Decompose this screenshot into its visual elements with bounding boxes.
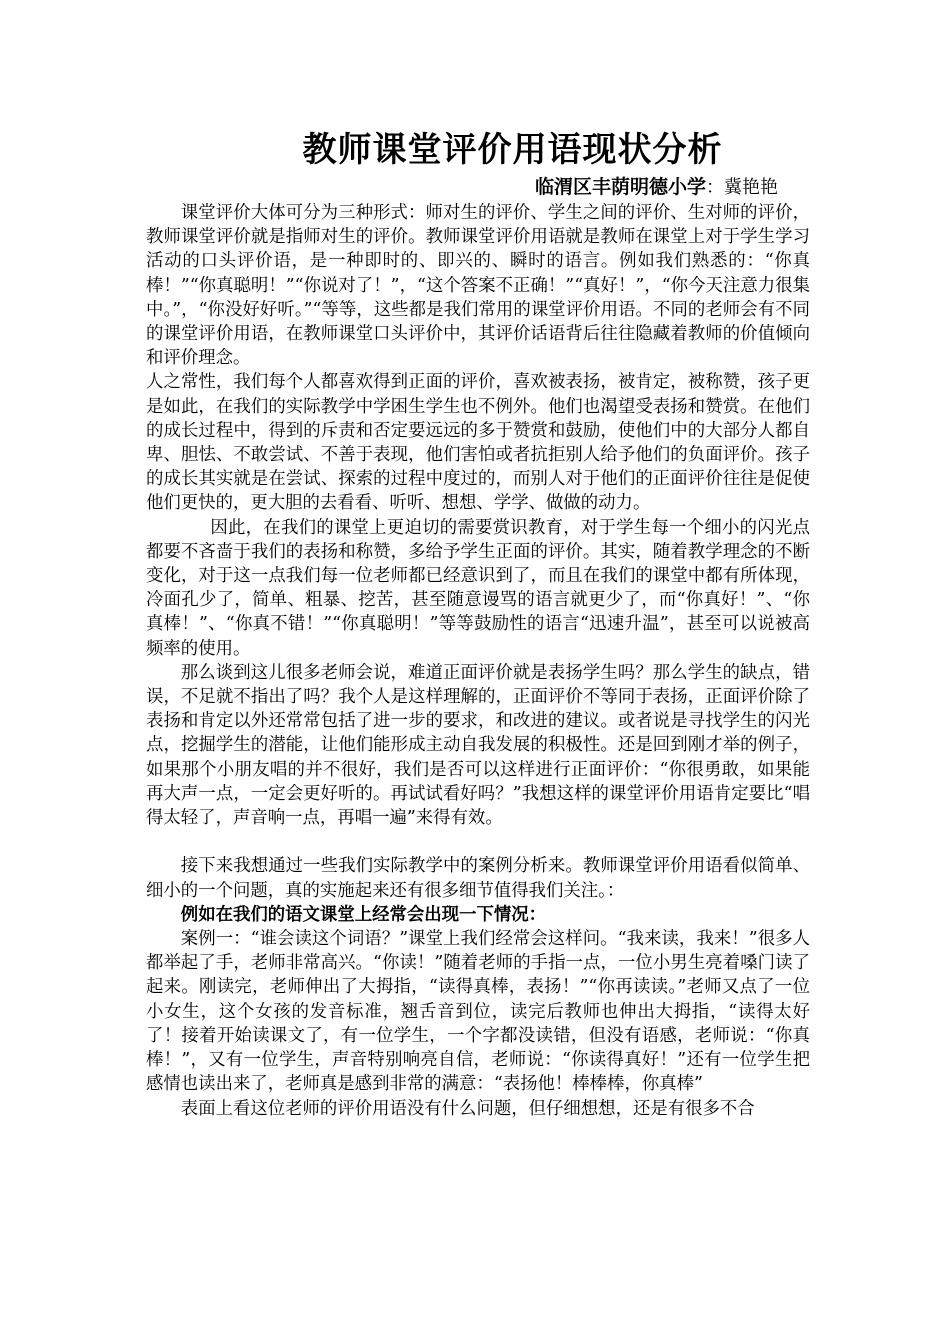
author-line — [535, 174, 778, 201]
paragraph: 案例一：“谁会读这个词语？”课堂上我们经常会这样问。“我来读，我来！”很多人都举起了手，老师非常高兴。“你读！”随着老师的手指一点，一位小男生亮着嗓门读了起来。刚读完，老师伸出了大拇指，“读得真棒，表扬！”“你再读读。”老师又点了一位小女生，这个女孩的发音标准，翘舌音到位，读完后教师也伸出大拇指，“读得太好了！接着开始读课文了，有一位学生，一个字都没读错，但没有语感，老师说：“你真棒！”，又有一位学生，声音特别响亮自信，老师说：“你读得真好！”还有一位学生把感情也读出来了，老师真是感到非常的满意：“表扬他！棒棒棒，你真棒” — [146, 929, 810, 1095]
document-body — [146, 201, 810, 1121]
blank-line — [146, 830, 810, 854]
paragraph: 那么谈到这儿很多老师会说，难道正面评价就是表扬学生吗？那么学生的缺点，错误，不足就不指出了吗？我个人是这样理解的，正面评价不等同于表扬，正面评价除了表扬和肯定以外还常常包括了进一步的要求，和改进的建议。或者说是寻找学生的闪光点，挖掘学生的潜能，让他们能形成主动自我发展的积极性。还是回到刚才举的例子，如果那个小朋友唱的并不很好，我们是否可以这样进行正面评价：“你很勇敢，如果能再大声一点，一定会更好听的。再试试看好吗？”我想这样的课堂评价用语肯定要比“唱得太轻了，声音响一点，再唱一遍”来得有效。 — [146, 662, 810, 829]
author-separator: ： — [706, 177, 724, 198]
paragraph: 因此，在我们的课堂上更迫切的需要赏识教育，对于学生每一个细小的闪光点都要不吝啬于我们的表扬和称赞，多给予学生正面的评价。其实，随着教学理念的不断变化，对于这一点我们每一位老师都已经意识到了，而且在我们的课堂中都有所体现，冷面孔少了，简单、粗暴、挖苦，甚至随意谩骂的语言就更少了，而“你真好！”、“你真棒！”、“你真不错！”“你真聪明！”等等鼓励性的语言“迅速升温”，甚至可以说被高频率的使用。 — [146, 517, 810, 659]
paragraph: 表面上看这位老师的评价用语没有什么问题，但仔细想想，还是有很多不合 — [180, 1098, 755, 1119]
author-school: 临渭区丰荫明德小学 — [534, 176, 706, 198]
document-title: 教师课堂评价用语现状分析 — [302, 130, 723, 170]
author-name: 冀艳艳 — [724, 177, 778, 198]
paragraph: 人之常性，我们每个人都喜欢得到正面的评价，喜欢被表扬，被肯定，被称赞，孩子更是如此，在我们的实际教学中学困生学生也不例外。他们也渴望受表扬和赞赏。在他们的成长过程中，得到的斥责和否定要远远的多于赞赏和鼓励，使他们中的大部分人都自卑、胆怯、不敢尝试、不善于表现，他们害怕或者抗拒别人给予他们的负面评价。孩子的成长其实就是在尝试、探索的过程中度过的，而别人对于他们的正面评价往往是促使他们更快的，更大胆的去看看、听听、想想、学学、做做的动力。 — [146, 372, 810, 514]
paragraph: 接下来我想通过一些我们实际教学中的案例分析来。教师课堂评价用语看似简单、细小的一个问题，真的实施起来还有很多细节值得我们关注。： — [146, 856, 810, 901]
paragraph: 课堂评价大体可分为三种形式：师对生的评价、学生之间的评价、生对师的评价，教师课堂评价就是指师对生的评价。教师课堂评价用语就是教师在课堂上对于学生学习活动的口头评价语，是一种即时的、即兴的、瞬时的语言。例如我们熟悉的：“你真棒！”“你真聪明！”“你说对了！”，“这个答案不正确！”“真好！”，“你今天注意力很集中。”，“你没好好听。”“等等，这些都是我们常用的课堂评价用语。不同的老师会有不同的课堂评价用语，在教师课堂口头评价中，其评价话语背后往往隐藏着教师的价值倾向和评价理念。 — [146, 203, 810, 369]
paragraph-heading: 例如在我们的语文课堂上经常会出现一下情况： — [180, 904, 547, 925]
